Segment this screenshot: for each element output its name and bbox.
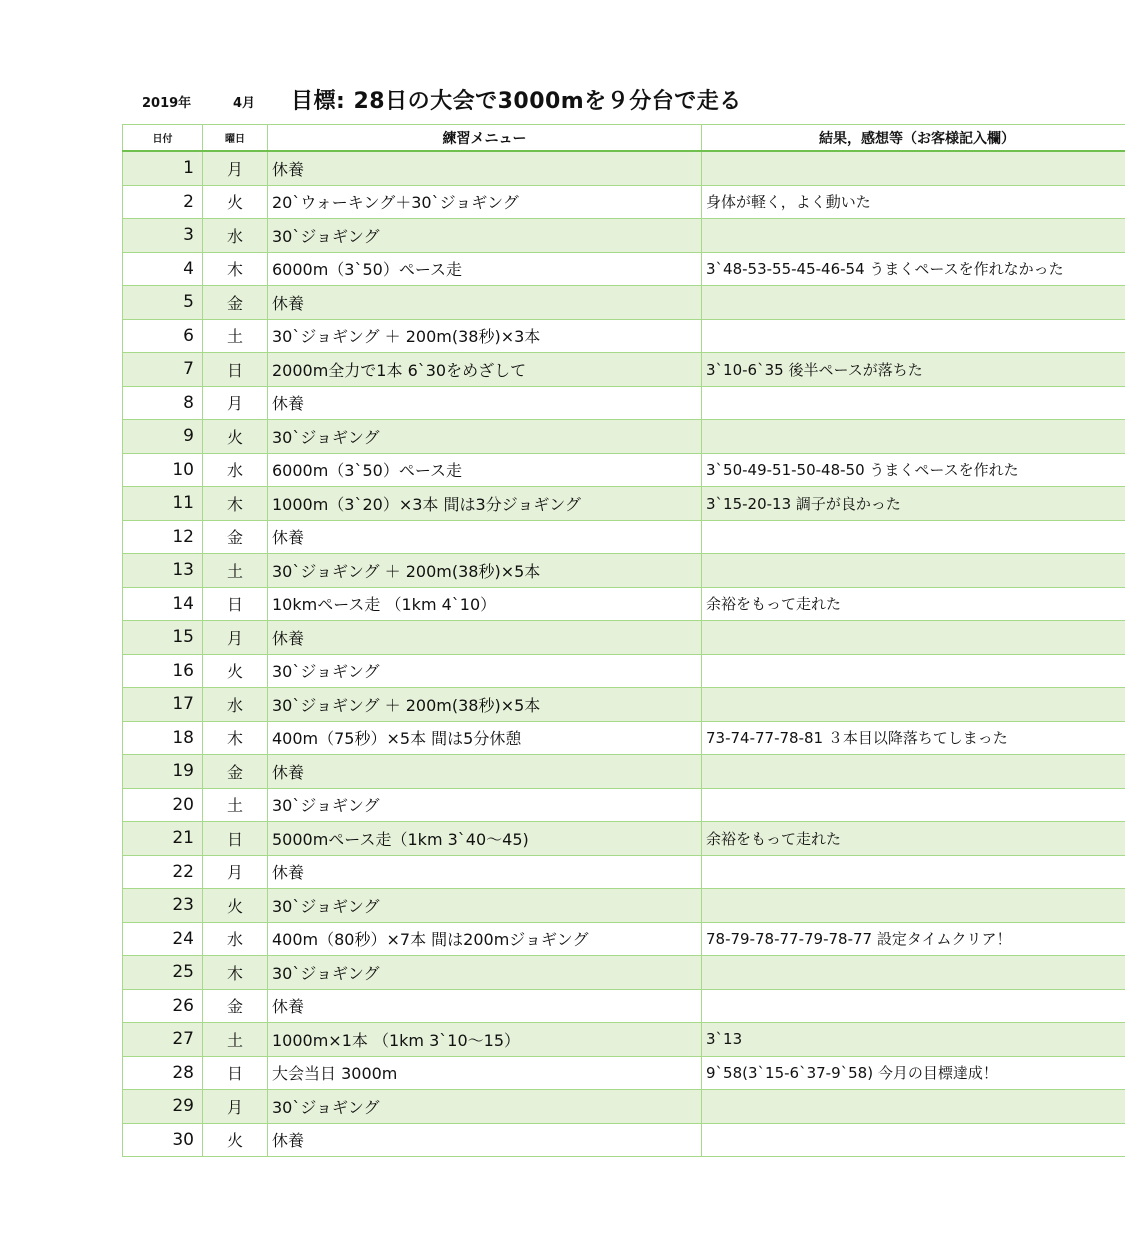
result-cell[interactable] bbox=[702, 151, 1125, 185]
date-cell: 5 bbox=[123, 286, 203, 320]
date-cell: 14 bbox=[123, 587, 203, 621]
table-row bbox=[123, 989, 1125, 1023]
menu-cell: 休養 bbox=[268, 755, 702, 789]
result-cell[interactable] bbox=[702, 889, 1125, 923]
date-cell: 8 bbox=[123, 386, 203, 420]
menu-cell: 30`ジョギング ＋ 200m(38秒)×3本 bbox=[268, 319, 702, 353]
day-of-week-cell: 木 bbox=[203, 956, 268, 990]
day-of-week-cell: 火 bbox=[203, 654, 268, 688]
result-cell[interactable]: 3`48-53-55-45-46-54 うまくペースを作れなかった bbox=[702, 252, 1125, 286]
table-row bbox=[123, 319, 1125, 353]
menu-cell: 30`ジョギング bbox=[268, 889, 702, 923]
menu-cell: 休養 bbox=[268, 855, 702, 889]
table-row bbox=[123, 889, 1125, 923]
table-row bbox=[123, 956, 1125, 990]
training-log-table bbox=[122, 124, 1125, 1157]
page-header bbox=[0, 84, 1125, 114]
menu-cell: 30`ジョギング bbox=[268, 1090, 702, 1124]
date-cell: 11 bbox=[123, 487, 203, 521]
day-of-week-cell: 月 bbox=[203, 151, 268, 185]
day-of-week-cell: 土 bbox=[203, 1023, 268, 1057]
day-of-week-cell: 水 bbox=[203, 453, 268, 487]
year-label: 2019年 bbox=[142, 96, 192, 111]
day-of-week-cell: 土 bbox=[203, 788, 268, 822]
menu-cell: 休養 bbox=[268, 151, 702, 185]
result-cell[interactable] bbox=[702, 286, 1125, 320]
table-row bbox=[123, 420, 1125, 454]
day-of-week-cell: 土 bbox=[203, 319, 268, 353]
column-header-menu: 練習メニュー bbox=[268, 125, 702, 152]
date-cell: 18 bbox=[123, 721, 203, 755]
menu-cell: 30`ジョギング ＋ 200m(38秒)×5本 bbox=[268, 554, 702, 588]
table-row bbox=[123, 654, 1125, 688]
day-of-week-cell: 水 bbox=[203, 219, 268, 253]
column-header-dow: 曜日 bbox=[203, 125, 268, 152]
date-cell: 13 bbox=[123, 554, 203, 588]
menu-cell: 2000m全力で1本 6`30をめざして bbox=[268, 353, 702, 387]
menu-cell: 400m（75秒）×5本 間は5分休憩 bbox=[268, 721, 702, 755]
table-row bbox=[123, 353, 1125, 387]
result-cell[interactable]: 3`10-6`35 後半ペースが落ちた bbox=[702, 353, 1125, 387]
menu-cell: 30`ジョギング bbox=[268, 788, 702, 822]
result-cell[interactable]: 余裕をもって走れた bbox=[702, 587, 1125, 621]
table-row bbox=[123, 755, 1125, 789]
day-of-week-cell: 金 bbox=[203, 755, 268, 789]
date-cell: 15 bbox=[123, 621, 203, 655]
table-row bbox=[123, 219, 1125, 253]
date-cell: 3 bbox=[123, 219, 203, 253]
result-cell[interactable] bbox=[702, 788, 1125, 822]
menu-cell: 30`ジョギング bbox=[268, 219, 702, 253]
result-cell[interactable] bbox=[702, 1123, 1125, 1157]
date-cell: 22 bbox=[123, 855, 203, 889]
date-cell: 7 bbox=[123, 353, 203, 387]
menu-cell: 30`ジョギング ＋ 200m(38秒)×5本 bbox=[268, 688, 702, 722]
day-of-week-cell: 土 bbox=[203, 554, 268, 588]
result-cell[interactable] bbox=[702, 621, 1125, 655]
table-row bbox=[123, 621, 1125, 655]
table-row bbox=[123, 822, 1125, 856]
date-cell: 1 bbox=[123, 151, 203, 185]
menu-cell: 30`ジョギング bbox=[268, 420, 702, 454]
date-cell: 30 bbox=[123, 1123, 203, 1157]
result-cell[interactable]: 身体が軽く，よく動いた bbox=[702, 185, 1125, 219]
table-row bbox=[123, 922, 1125, 956]
result-cell[interactable] bbox=[702, 1090, 1125, 1124]
result-cell[interactable] bbox=[702, 319, 1125, 353]
day-of-week-cell: 火 bbox=[203, 889, 268, 923]
table-row bbox=[123, 252, 1125, 286]
date-cell: 29 bbox=[123, 1090, 203, 1124]
result-cell[interactable]: 3`15-20-13 調子が良かった bbox=[702, 487, 1125, 521]
day-of-week-cell: 金 bbox=[203, 989, 268, 1023]
date-cell: 28 bbox=[123, 1056, 203, 1090]
day-of-week-cell: 水 bbox=[203, 688, 268, 722]
date-cell: 16 bbox=[123, 654, 203, 688]
table-row bbox=[123, 185, 1125, 219]
day-of-week-cell: 月 bbox=[203, 386, 268, 420]
date-cell: 27 bbox=[123, 1023, 203, 1057]
date-cell: 6 bbox=[123, 319, 203, 353]
table-row bbox=[123, 453, 1125, 487]
menu-cell: 10kmペース走 （1km 4`10） bbox=[268, 587, 702, 621]
table-row bbox=[123, 688, 1125, 722]
date-cell: 17 bbox=[123, 688, 203, 722]
day-of-week-cell: 水 bbox=[203, 922, 268, 956]
day-of-week-cell: 木 bbox=[203, 721, 268, 755]
day-of-week-cell: 火 bbox=[203, 420, 268, 454]
result-cell[interactable] bbox=[702, 520, 1125, 554]
result-cell[interactable]: 余裕をもって走れた bbox=[702, 822, 1125, 856]
menu-cell: 6000m（3`50）ペース走 bbox=[268, 453, 702, 487]
table-body bbox=[123, 151, 1125, 1157]
date-cell: 19 bbox=[123, 755, 203, 789]
menu-cell: 休養 bbox=[268, 286, 702, 320]
table-row bbox=[123, 788, 1125, 822]
day-of-week-cell: 火 bbox=[203, 1123, 268, 1157]
day-of-week-cell: 日 bbox=[203, 353, 268, 387]
day-of-week-cell: 木 bbox=[203, 252, 268, 286]
result-cell[interactable] bbox=[702, 688, 1125, 722]
result-cell[interactable] bbox=[702, 420, 1125, 454]
result-cell[interactable]: 3`50-49-51-50-48-50 うまくペースを作れた bbox=[702, 453, 1125, 487]
day-of-week-cell: 日 bbox=[203, 1056, 268, 1090]
result-cell[interactable]: 3`13 bbox=[702, 1023, 1125, 1057]
result-cell[interactable]: 9`58(3`15-6`37-9`58) 今月の目標達成！ bbox=[702, 1056, 1125, 1090]
month-label: 4月 bbox=[233, 96, 256, 111]
menu-cell: 大会当日 3000m bbox=[268, 1056, 702, 1090]
menu-cell: 1000m×1本 （1km 3`10～15） bbox=[268, 1023, 702, 1057]
date-cell: 25 bbox=[123, 956, 203, 990]
table-row bbox=[123, 721, 1125, 755]
menu-cell: 休養 bbox=[268, 520, 702, 554]
day-of-week-cell: 日 bbox=[203, 587, 268, 621]
result-cell[interactable]: 78-79-78-77-79-78-77 設定タイムクリア！ bbox=[702, 922, 1125, 956]
menu-cell: 20`ウォーキング＋30`ジョギング bbox=[268, 185, 702, 219]
date-cell: 9 bbox=[123, 420, 203, 454]
menu-cell: 休養 bbox=[268, 386, 702, 420]
menu-cell: 休養 bbox=[268, 1123, 702, 1157]
menu-cell: 30`ジョギング bbox=[268, 654, 702, 688]
result-cell[interactable] bbox=[702, 386, 1125, 420]
menu-cell: 30`ジョギング bbox=[268, 956, 702, 990]
result-cell[interactable] bbox=[702, 219, 1125, 253]
table-row bbox=[123, 855, 1125, 889]
table-row bbox=[123, 554, 1125, 588]
table-header-row bbox=[123, 125, 1125, 152]
menu-cell: 5000mペース走（1km 3`40～45) bbox=[268, 822, 702, 856]
date-cell: 2 bbox=[123, 185, 203, 219]
date-cell: 26 bbox=[123, 989, 203, 1023]
table-row bbox=[123, 1023, 1125, 1057]
column-header-result: 結果，感想等（お客様記入欄） bbox=[702, 125, 1125, 152]
menu-cell: 6000m（3`50）ペース走 bbox=[268, 252, 702, 286]
date-cell: 24 bbox=[123, 922, 203, 956]
date-cell: 21 bbox=[123, 822, 203, 856]
table-row bbox=[123, 151, 1125, 185]
menu-cell: 1000m（3`20）×3本 間は3分ジョギング bbox=[268, 487, 702, 521]
date-cell: 4 bbox=[123, 252, 203, 286]
day-of-week-cell: 金 bbox=[203, 286, 268, 320]
result-cell[interactable] bbox=[702, 755, 1125, 789]
day-of-week-cell: 金 bbox=[203, 520, 268, 554]
day-of-week-cell: 火 bbox=[203, 185, 268, 219]
table-row bbox=[123, 1123, 1125, 1157]
result-cell[interactable] bbox=[702, 654, 1125, 688]
result-cell[interactable] bbox=[702, 989, 1125, 1023]
table-row bbox=[123, 1056, 1125, 1090]
date-cell: 20 bbox=[123, 788, 203, 822]
table-row bbox=[123, 587, 1125, 621]
day-of-week-cell: 木 bbox=[203, 487, 268, 521]
date-cell: 12 bbox=[123, 520, 203, 554]
day-of-week-cell: 月 bbox=[203, 855, 268, 889]
goal-title: 目標: 28日の大会で3000mを９分台で走る bbox=[291, 89, 742, 114]
result-cell[interactable] bbox=[702, 554, 1125, 588]
day-of-week-cell: 月 bbox=[203, 1090, 268, 1124]
result-cell[interactable] bbox=[702, 956, 1125, 990]
table-row bbox=[123, 520, 1125, 554]
result-cell[interactable] bbox=[702, 855, 1125, 889]
day-of-week-cell: 日 bbox=[203, 822, 268, 856]
menu-cell: 休養 bbox=[268, 621, 702, 655]
table-row bbox=[123, 487, 1125, 521]
day-of-week-cell: 月 bbox=[203, 621, 268, 655]
date-cell: 10 bbox=[123, 453, 203, 487]
column-header-date: 日付 bbox=[123, 125, 203, 152]
menu-cell: 400m（80秒）×7本 間は200mジョギング bbox=[268, 922, 702, 956]
date-cell: 23 bbox=[123, 889, 203, 923]
table-row bbox=[123, 1090, 1125, 1124]
result-cell[interactable]: 73-74-77-78-81 ３本目以降落ちてしまった bbox=[702, 721, 1125, 755]
menu-cell: 休養 bbox=[268, 989, 702, 1023]
table-row bbox=[123, 386, 1125, 420]
table-row bbox=[123, 286, 1125, 320]
